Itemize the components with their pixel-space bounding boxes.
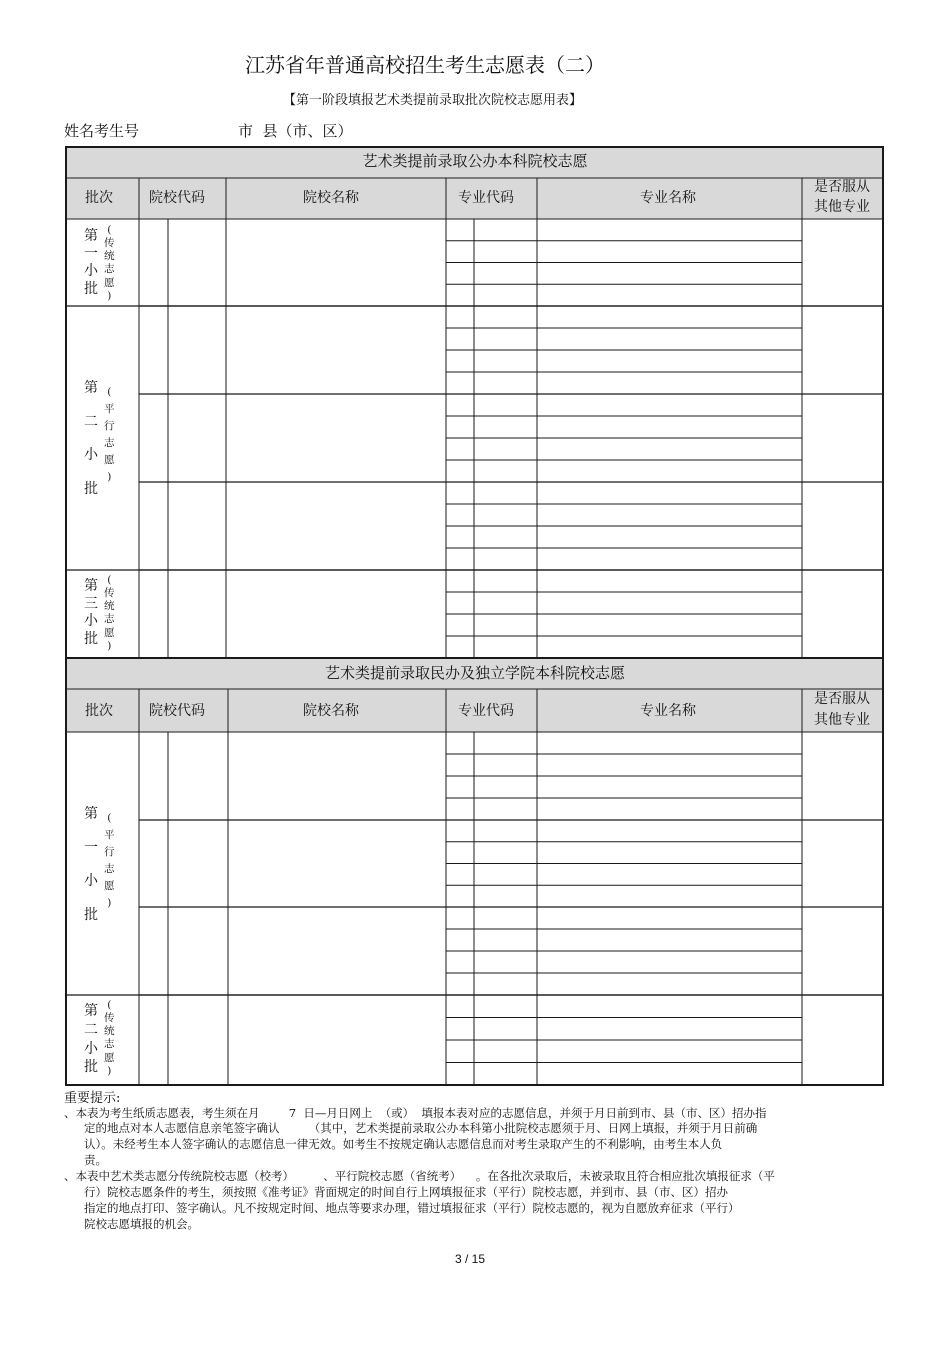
s1-batch-1-label-char: 小 bbox=[84, 263, 98, 279]
s1-batch-2-note-char: 行 bbox=[104, 419, 115, 432]
region-label: 市 县（市、区） bbox=[238, 122, 353, 140]
s1-batch-3-note-char: ( bbox=[107, 574, 112, 586]
s2-batch-2-label-char: 二 bbox=[84, 1021, 98, 1038]
section2-title: 艺术类提前录取民办及独立学院本科院校志愿 bbox=[324, 664, 625, 682]
s1-batch-2-label-char: 小 bbox=[84, 447, 98, 463]
s2-batch-2-label-char: 批 bbox=[84, 1059, 98, 1076]
s1-batch-1-label-char: 一 bbox=[84, 245, 98, 262]
s2-batch-2-note bbox=[104, 999, 115, 1077]
s1-batch-2-note-char: ) bbox=[107, 470, 112, 483]
s1-batch-2-label-char: 第 bbox=[84, 380, 98, 396]
s1-batch-3-note bbox=[104, 574, 115, 652]
s2-batch-1-note bbox=[104, 812, 115, 910]
s1-col-major-name: 专业名称 bbox=[640, 190, 696, 206]
s2-batch-1-label-char: 一 bbox=[84, 839, 98, 856]
notes-line-8: 院校志愿填报的机会。 bbox=[84, 1217, 199, 1231]
s1-batch-1-label-char: 第 bbox=[84, 228, 98, 244]
s1-batch-3-note-char: 志 bbox=[104, 613, 115, 626]
notes-line-1: 、本表为考生纸质志愿表，考生须在月 7 日—月日网上 （或） 填报本表对应的志愿信息，并须于月日前到市、县（市、区）招办指 bbox=[64, 1106, 767, 1120]
notes-line-6: 行）院校志愿条件的考生，须按照《准考证》背面规定的时间自行上网填报征求（平行）院校志愿，并到市、县（市、区）招办 bbox=[84, 1185, 728, 1199]
s2-col-school-code: 院校代码 bbox=[149, 703, 205, 719]
s2-batch-1-note-char: 愿 bbox=[104, 879, 115, 892]
name-examno-label: 姓名考生号 bbox=[64, 122, 140, 140]
s2-batch-2-label-char: 小 bbox=[84, 1040, 98, 1057]
form-title: 江苏省年普通高校招生考生志愿表（二） bbox=[245, 53, 605, 77]
s1-batch-1-note bbox=[104, 224, 115, 302]
s2-col-accept-other-2: 其他专业 bbox=[814, 712, 870, 728]
s2-batch-2-note-char: ) bbox=[107, 1064, 112, 1077]
notes-line-5: 、本表中艺术类志愿分传统院校志愿（校考） 、平行院校志愿（省统考） 。在各批次录取后，未被录取且符合相应批次填报征求（平 bbox=[64, 1169, 775, 1183]
s2-col-major-code: 专业代码 bbox=[458, 703, 514, 719]
form-subtitle: 【第一阶段填报艺术类提前录取批次院校志愿用表】 bbox=[283, 93, 583, 108]
s2-batch-2-note-char: 愿 bbox=[104, 1051, 115, 1064]
s2-col-school-name: 院校名称 bbox=[303, 703, 359, 719]
s2-batch-1-note-char: ( bbox=[107, 812, 112, 824]
s2-col-batch: 批次 bbox=[85, 703, 113, 719]
s1-batch-2-note-char: ( bbox=[107, 386, 112, 398]
s1-batch-1-note-char: 统 bbox=[104, 250, 115, 263]
s2-batch-2-note-char: ( bbox=[107, 999, 112, 1011]
s1-col-batch: 批次 bbox=[85, 190, 113, 206]
s2-batch-1-note-char: 平 bbox=[104, 828, 115, 841]
s2-batch-2-note-char: 传 bbox=[104, 1012, 115, 1025]
s1-batch-3-note-char: 统 bbox=[104, 600, 115, 613]
s1-batch-3-note-char: 传 bbox=[104, 587, 115, 600]
s1-batch-1-note-char: ( bbox=[107, 224, 112, 236]
s2-batch-1-label-char: 第 bbox=[84, 806, 98, 822]
s1-batch-2-label-char: 二 bbox=[84, 413, 98, 430]
s1-batch-3-note-char: ) bbox=[107, 639, 112, 652]
s1-batch-3-label bbox=[84, 578, 98, 648]
s2-batch-2-label-char: 第 bbox=[84, 1003, 98, 1019]
notes-heading: 重要提示: bbox=[64, 1091, 121, 1106]
s1-batch-2-note bbox=[104, 386, 115, 484]
s2-batch-1-label bbox=[84, 806, 98, 924]
s1-batch-2-note-char: 志 bbox=[104, 436, 115, 449]
page-number: 3 / 15 bbox=[455, 1252, 486, 1266]
s1-col-school-code: 院校代码 bbox=[149, 190, 205, 206]
s1-col-major-code: 专业代码 bbox=[458, 190, 514, 206]
s1-col-accept-other-2: 其他专业 bbox=[814, 199, 870, 215]
s1-batch-3-label-char: 第 bbox=[84, 578, 98, 594]
s2-batch-1-note-char: 志 bbox=[104, 862, 115, 875]
s1-batch-3-label-char: 三 bbox=[84, 595, 98, 612]
s2-batch-1-label-char: 批 bbox=[84, 906, 98, 923]
s2-batch-1-label-char: 小 bbox=[84, 873, 98, 889]
s1-batch-3-label-char: 批 bbox=[84, 630, 98, 647]
s1-batch-3-label-char: 小 bbox=[84, 613, 98, 629]
notes-line-4: 责。 bbox=[84, 1153, 107, 1167]
s2-batch-1-note-char: 行 bbox=[104, 845, 115, 858]
s2-col-accept-other-1: 是否服从 bbox=[814, 691, 870, 707]
s1-batch-3-note-char: 愿 bbox=[104, 626, 115, 639]
s2-batch-1-note-char: ) bbox=[107, 896, 112, 909]
s1-batch-2-note-char: 愿 bbox=[104, 453, 115, 466]
s1-col-school-name: 院校名称 bbox=[303, 190, 359, 206]
section1-title: 艺术类提前录取公办本科院校志愿 bbox=[362, 152, 588, 170]
notes-line-7: 指定的地点打印、签字确认。凡不按规定时间、地点等要求办理，错过填报征求（平行）院校志愿的，视为自愿放弃征求（平行） bbox=[84, 1201, 740, 1215]
s1-batch-1-note-char: ) bbox=[107, 289, 112, 302]
s1-batch-2-label bbox=[84, 380, 98, 498]
s1-batch-2-label-char: 批 bbox=[84, 480, 98, 497]
s1-batch-1-label bbox=[84, 228, 98, 298]
s1-batch-1-note-char: 愿 bbox=[104, 276, 115, 289]
s1-batch-2-note-char: 平 bbox=[104, 402, 115, 415]
s1-batch-1-note-char: 传 bbox=[104, 237, 115, 250]
grid-lines bbox=[66, 147, 883, 1085]
s1-batch-1-note-char: 志 bbox=[104, 263, 115, 276]
notes-line-2: 定的地点对本人志愿信息亲笔签字确认 （其中，艺术类提前录取公办本科第小批院校志愿须于月、日网上填报，并须于月日前确 bbox=[84, 1121, 758, 1135]
notes-line-3: 认）。未经考生本人签字确认的志愿信息一律无效。如考生不按规定确认志愿信息而对考生录取产生的不利影响，由考生本人负 bbox=[84, 1137, 723, 1151]
s1-col-accept-other-1: 是否服从 bbox=[814, 179, 870, 195]
s2-batch-2-label bbox=[84, 1003, 98, 1077]
s2-col-major-name: 专业名称 bbox=[640, 703, 696, 719]
s2-batch-2-note-char: 志 bbox=[104, 1038, 115, 1051]
s1-batch-1-label-char: 批 bbox=[84, 280, 98, 297]
s2-batch-2-note-char: 统 bbox=[104, 1025, 115, 1038]
